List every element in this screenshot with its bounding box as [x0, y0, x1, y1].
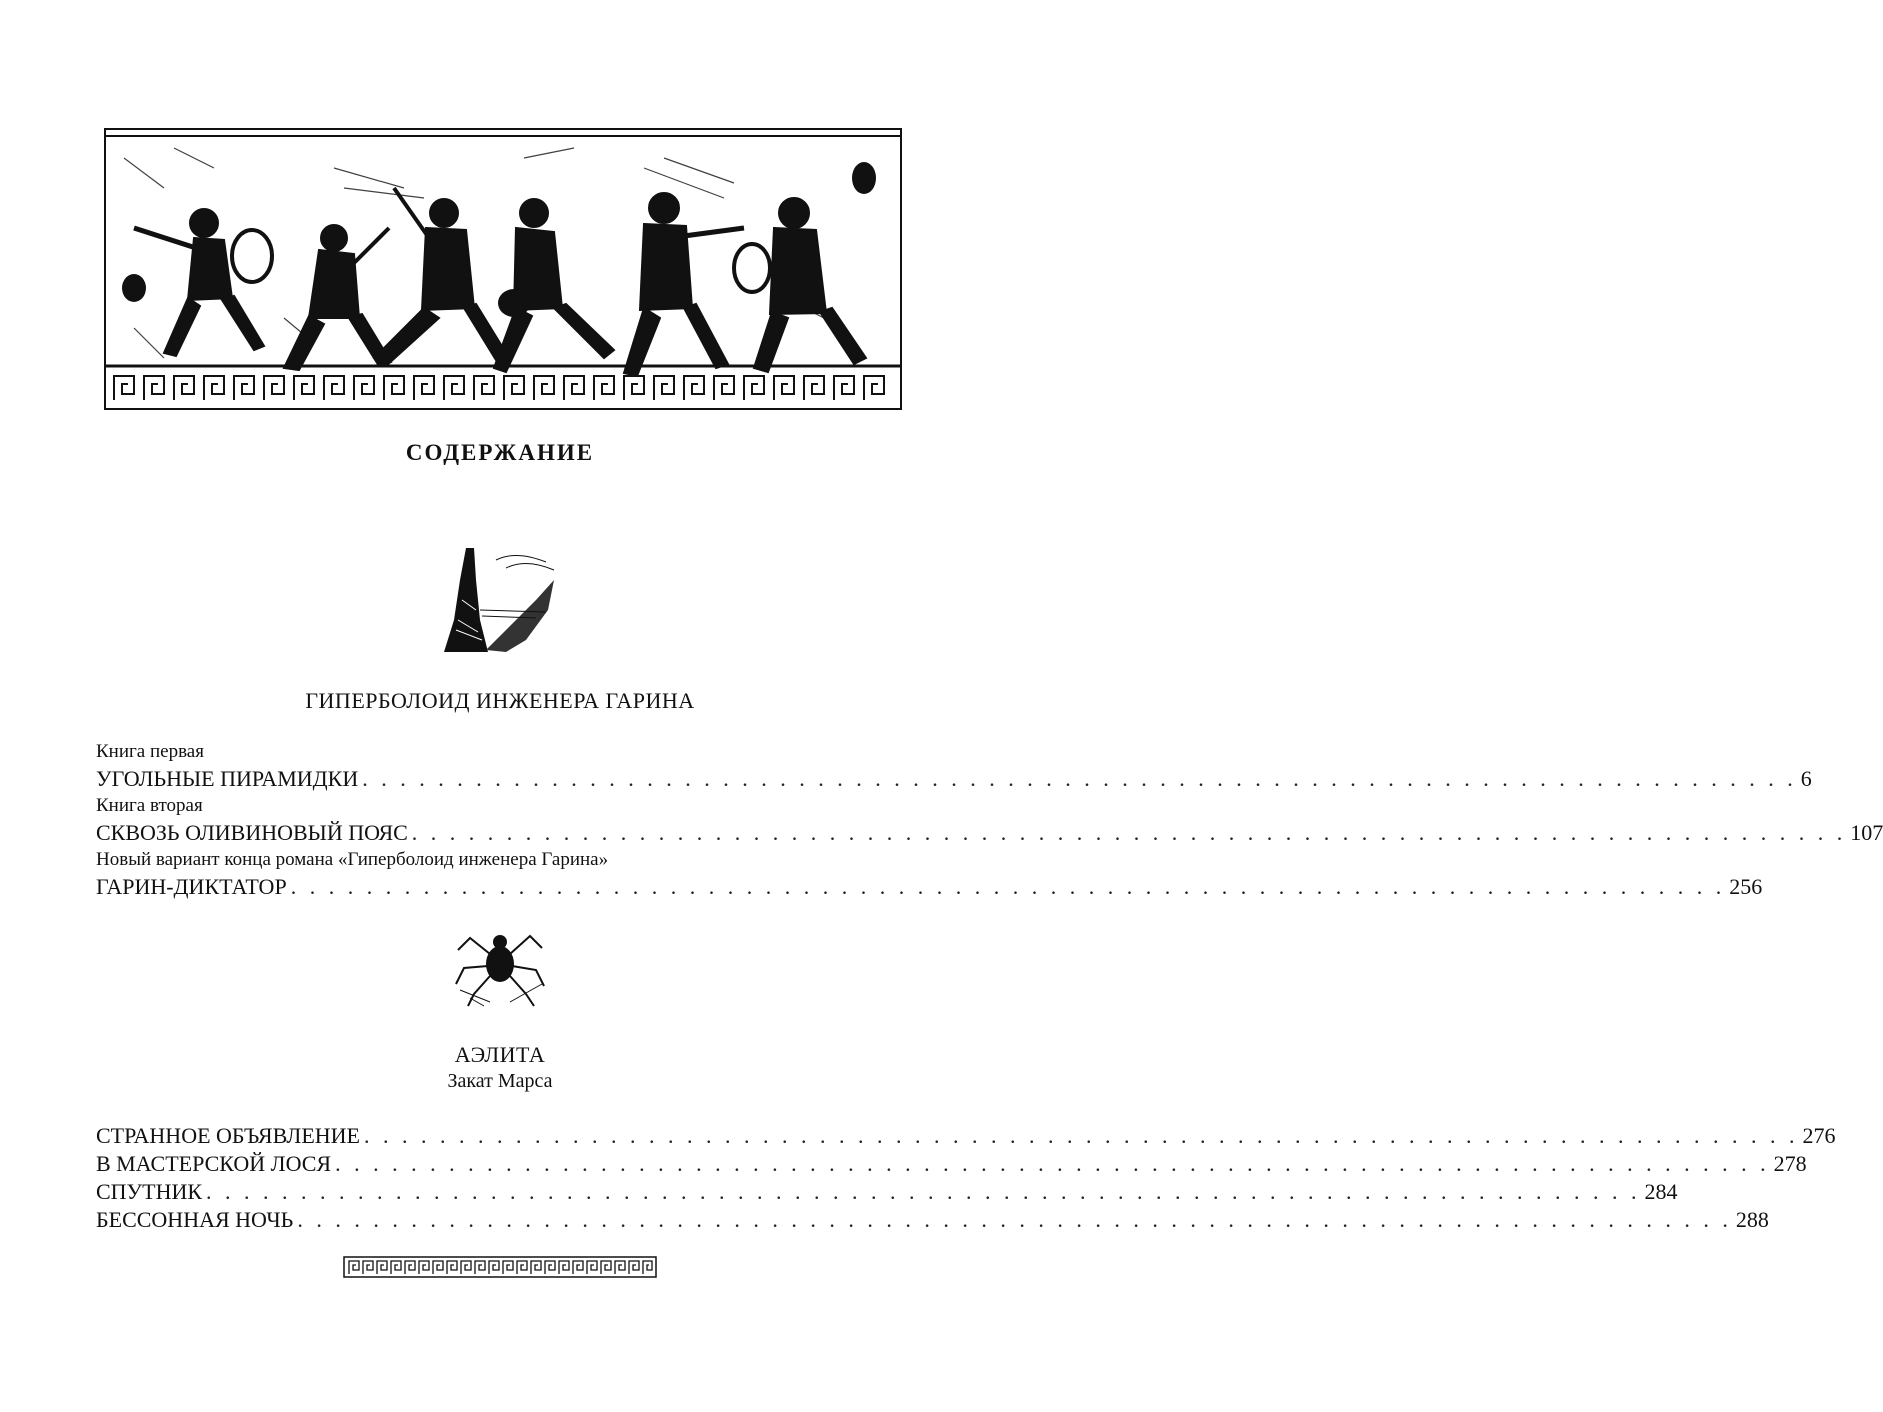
- toc-leader-dots: . . . . . . . . . . . . . . . . . . . . . . . . . . . . . . . . . . . . . . . . . . . . . . . . . . . . . . . . . . . . . . . . . . . . . . . . . . . .: [206, 1179, 1641, 1204]
- novel-title-aelita: АЭЛИТА: [454, 1042, 546, 1067]
- spider-vignette-illustration: [450, 924, 550, 1010]
- toc-entry-page: 276: [1802, 1123, 1836, 1148]
- toc-entry-page: 278: [1773, 1151, 1807, 1176]
- novel-subtitle: Закат Марса: [447, 1070, 553, 1092]
- toc-aelita: [96, 1122, 1836, 1234]
- header-frieze-illustration: [104, 128, 902, 410]
- toc-entry[interactable]: [96, 1150, 1807, 1178]
- toc-entry[interactable]: [96, 1178, 1678, 1206]
- book-label: Книга первая: [96, 741, 204, 762]
- toc-entry[interactable]: [96, 764, 1812, 794]
- toc-entry-title: В МАСТЕРСКОЙ ЛОСЯ: [96, 1151, 332, 1176]
- book-label: Новый вариант конца романа «Гиперболоид инженера Гарина»: [96, 849, 609, 870]
- page-title: СОДЕРЖАНИЕ: [405, 440, 595, 465]
- toc-leader-dots: . . . . . . . . . . . . . . . . . . . . . . . . . . . . . . . . . . . . . . . . . . . . . . . . . . . . . . . . . . . . . . . . . . . . . . . . . . . .: [290, 874, 1726, 899]
- toc-entry-page: 6: [1800, 766, 1812, 791]
- meander-ornament: [343, 1256, 657, 1278]
- toc-hyperboloid: [96, 740, 1883, 902]
- toc-leader-dots: . . . . . . . . . . . . . . . . . . . . . . . . . . . . . . . . . . . . . . . . . . . . . . . . . . . . . . . . . . . . . . . . . . . . . . . . . . . .: [297, 1207, 1732, 1232]
- toc-entry-page: 107: [1850, 820, 1883, 845]
- toc-entry[interactable]: [96, 872, 1763, 902]
- book-label: Книга вторая: [96, 795, 203, 816]
- novel-title-hyperboloid: ГИПЕРБОЛОИД ИНЖЕНЕРА ГАРИНА: [305, 688, 695, 713]
- toc-entry-title: СКВОЗЬ ОЛИВИНОВЫЙ ПОЯС: [96, 820, 408, 845]
- toc-leader-dots: . . . . . . . . . . . . . . . . . . . . . . . . . . . . . . . . . . . . . . . . . . . . . . . . . . . . . . . . . . . . . . . . . . . . . . . . . . . .: [335, 1151, 1770, 1176]
- tower-vignette-illustration: [436, 540, 564, 658]
- toc-entry-page: 288: [1735, 1207, 1769, 1232]
- toc-leader-dots: . . . . . . . . . . . . . . . . . . . . . . . . . . . . . . . . . . . . . . . . . . . . . . . . . . . . . . . . . . . . . . . . . . . . . . . . . . . .: [364, 1123, 1799, 1148]
- toc-entry-title: СТРАННОЕ ОБЪЯВЛЕНИЕ: [96, 1123, 360, 1148]
- toc-entry-page: 284: [1644, 1179, 1678, 1204]
- toc-entry[interactable]: [96, 818, 1883, 848]
- toc-entry[interactable]: [96, 1206, 1769, 1234]
- toc-entry-title: ГАРИН-ДИКТАТОР: [96, 874, 287, 899]
- toc-entry-title: СПУТНИК: [96, 1179, 203, 1204]
- toc-leader-dots: . . . . . . . . . . . . . . . . . . . . . . . . . . . . . . . . . . . . . . . . . . . . . . . . . . . . . . . . . . . . . . . . . . . . . . . . . . . .: [411, 820, 1847, 845]
- toc-entry[interactable]: [96, 1122, 1836, 1150]
- toc-leader-dots: . . . . . . . . . . . . . . . . . . . . . . . . . . . . . . . . . . . . . . . . . . . . . . . . . . . . . . . . . . . . . . . . . . . . . . . . . . . .: [362, 766, 1797, 791]
- toc-entry-title: БЕССОННАЯ НОЧЬ: [96, 1207, 294, 1232]
- toc-entry-title: УГОЛЬНЫЕ ПИРАМИДКИ: [96, 766, 359, 791]
- toc-entry-page: 256: [1729, 874, 1763, 899]
